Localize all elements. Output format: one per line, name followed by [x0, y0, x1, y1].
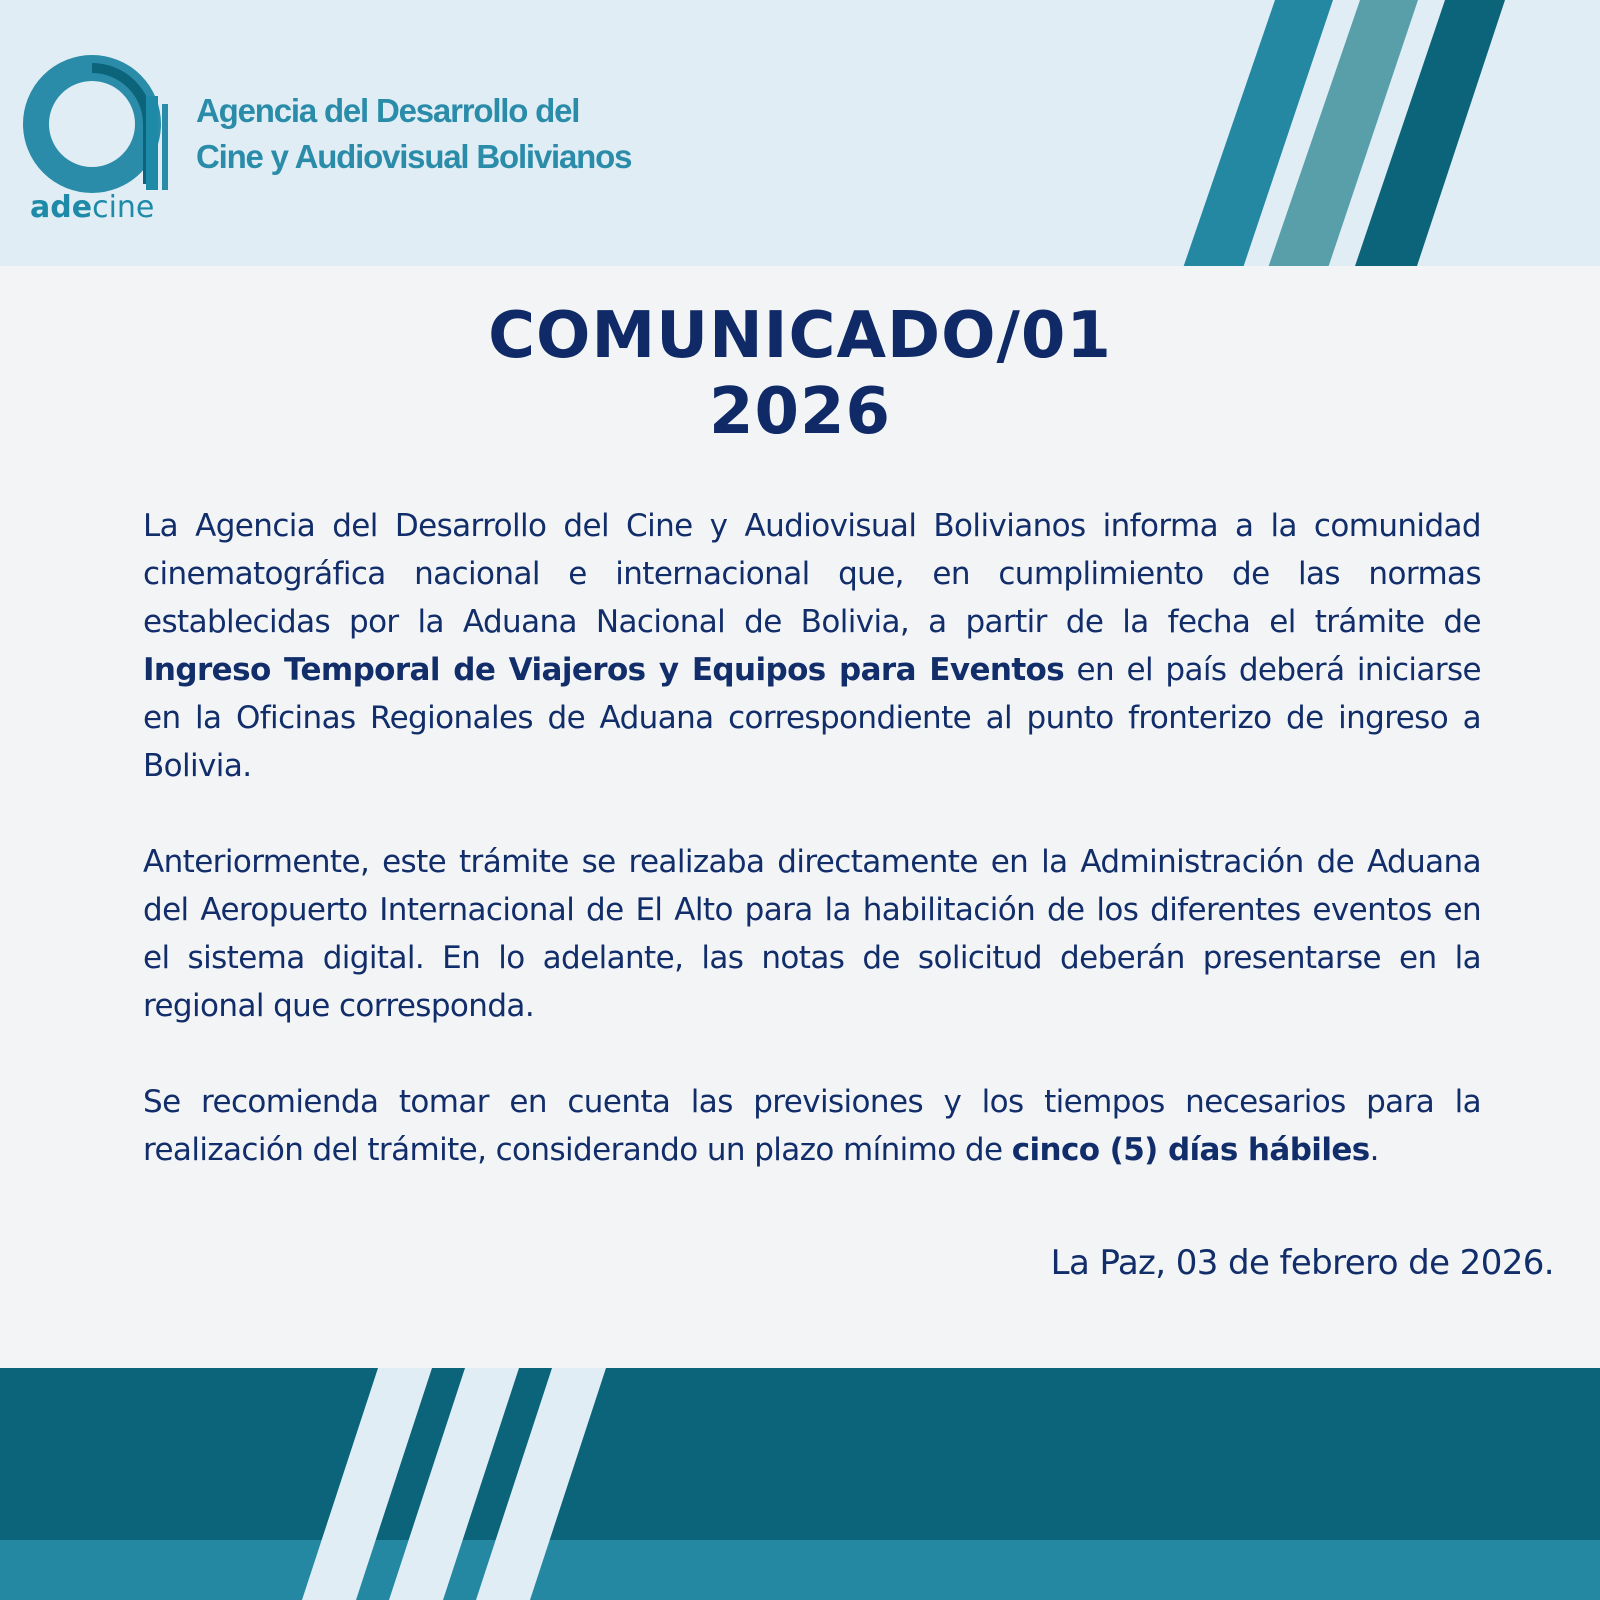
agency-name: [196, 88, 631, 180]
logo-word-bold: ade: [30, 190, 93, 225]
communique-body: [143, 502, 1481, 1222]
footer-stripes-decoration: [0, 1368, 1600, 1600]
logo-word-light: cine: [92, 190, 155, 225]
paragraph-3: [143, 1078, 1481, 1174]
paragraph-1: [143, 502, 1481, 790]
logo-wordmark: [30, 190, 154, 225]
date-signature: La Paz, 03 de febrero de 2026.: [1050, 1243, 1554, 1283]
page-title: [0, 298, 1600, 450]
agency-name-line2: Cine y Audiovisual Bolivianos: [196, 138, 632, 175]
paragraph-1-bold: Ingreso Temporal de Viajeros y Equipos para Eventos: [143, 652, 1065, 688]
header-banner: [0, 0, 1600, 266]
paragraph-2: Anteriormente, este trámite se realizaba directamente en la Administración de Aduana del Aeropuerto Internacional de El Alto para la habilitación de los diferentes eventos en el sistema digital. En lo adelante, las notas de solicitud deberán presentarse en la regional que corresponda.: [143, 844, 1481, 1024]
paragraph-1-start: La Agencia del Desarrollo del Cine y Audiovisual Bolivianos informa a la comunidad cinematográfica nacional e internacional que, en cumplimiento de las normas establecidas por la Aduana Nacional de Bolivia, a partir de la fecha el trámite de: [143, 508, 1481, 640]
title-line1: COMUNICADO/01: [488, 299, 1112, 373]
footer-banner: [0, 1368, 1600, 1600]
agency-name-line1: Agencia del Desarrollo del: [196, 92, 580, 129]
paragraph-3-bold: cinco (5) días hábiles: [1011, 1132, 1370, 1168]
paragraph-3-start: Se recomienda tomar en cuenta las previsiones y los tiempos necesarios para la realización del trámite, considerando un plazo mínimo de: [143, 1084, 1481, 1168]
adecine-logo-icon: [18, 44, 168, 196]
title-line2: 2026: [708, 375, 892, 449]
paragraph-3-end: .: [1369, 1132, 1379, 1168]
paragraph-1-end: en el país deberá iniciarse en la Oficinas Regionales de Aduana correspondiente al punto fronterizo de ingreso a Bolivia.: [143, 652, 1481, 784]
